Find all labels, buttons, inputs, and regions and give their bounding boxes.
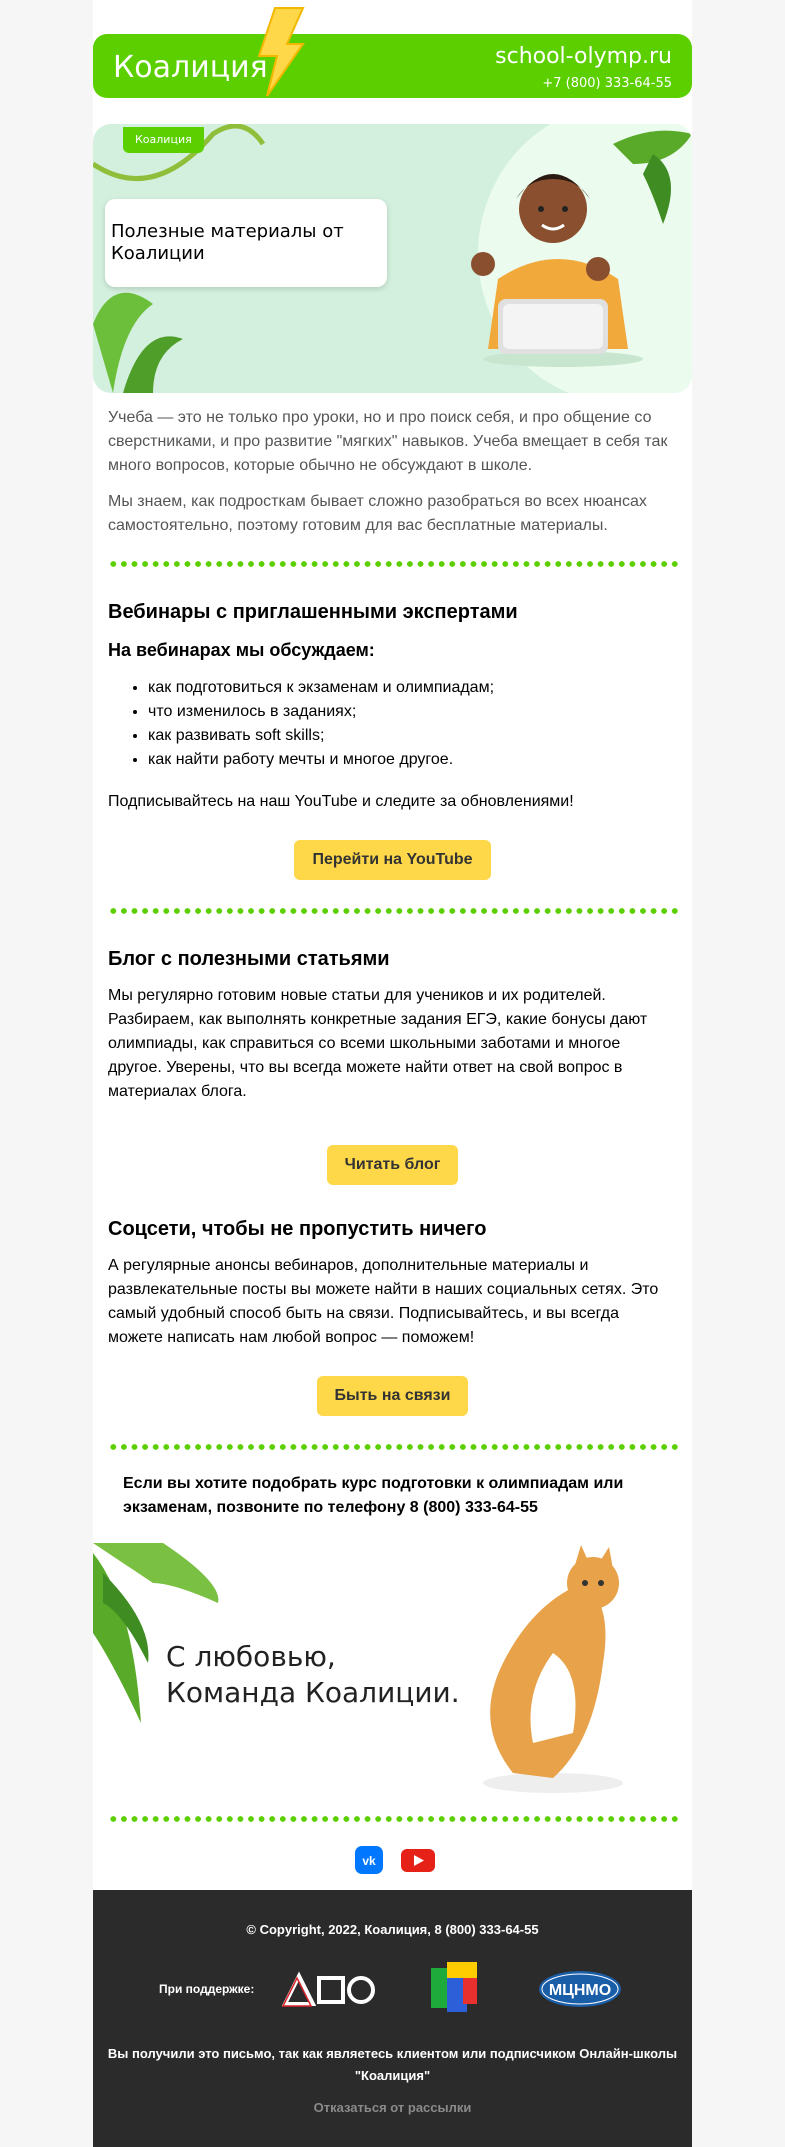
footer-copyright: © Copyright, 2022, Коалиция, 8 (800) 333-64-55 [246,1922,539,1937]
divider-dots [108,561,678,567]
hero-banner [93,124,692,393]
webinars-list [108,676,494,772]
youtube-button[interactable]: Перейти на YouTube [294,840,491,880]
header-bar [93,34,692,98]
list-item: • что изменилось в заданиях; [148,700,494,724]
lightning-icon [253,6,307,98]
signature-line-1: С любовью, [166,1640,336,1673]
socials-text: А регулярные анонсы вебинаров, дополнительные материалы и развлекательные посты вы можете найти в наших социальных сетях. Это самый удобный способ быть на связи. Подписывайтесь, и вы всегда можете написать нам любой вопрос — поможем! [108,1257,659,1346]
webinars-title: Вебинары с приглашенными экспертами [108,601,518,623]
stay-connected-button[interactable]: Быть на связи [317,1376,468,1416]
mcnmo-logo[interactable] [538,1970,622,2008]
svg-text:vk: vk [362,1854,376,1868]
hero-title: Полезные материалы от Коалиции [111,221,344,264]
socials-title: Соцсети, чтобы не пропустить ничего [108,1218,487,1240]
divider-dots [108,1444,678,1450]
list-item: • как развивать soft skills; [148,724,494,748]
svg-text:МЦНМО: МЦНМО [548,1982,612,1999]
colored-cube-logo[interactable] [427,1958,483,2014]
signature-line-2: Команда Коалиции. [166,1676,460,1709]
intro-paragraph-2: Мы знаем, как подросткам бывает сложно разобраться во всех нюансах самостоятельно, поэтому готовим для вас бесплатные материалы. [108,493,647,534]
signature-decoration [93,1543,692,1803]
footer-support-label: При поддержке: [159,1982,255,1996]
brand-logo[interactable]: Коалиция [113,50,268,85]
email-container [93,0,692,2147]
girl-laptop-illustration [458,149,648,369]
youtube-icon[interactable] [401,1849,435,1872]
hero-card [105,199,387,287]
cta-text: Если вы хотите подобрать курс подготовки к олимпиадам или экзаменам, позвоните по телефону 8 (800) 333-64-55 [123,1475,624,1516]
header-phone[interactable]: +7 (800) 333-64-55 [542,76,672,91]
dpo-logo[interactable] [281,1970,377,2008]
vk-icon[interactable] [355,1846,383,1874]
webinars-note: Подписывайтесь на наш YouTube и следите за обновлениями! [108,793,574,810]
unsubscribe-link[interactable]: Отказаться от рассылки [313,2100,472,2115]
webinars-subtitle: На вебинарах мы обсуждаем: [108,640,375,660]
read-blog-button[interactable]: Читать блог [327,1145,458,1185]
site-link[interactable]: school-olymp.ru [495,44,672,69]
footer-notice: Вы получили это письмо, так как являетесь клиентом или подписчиком Онлайн-школы "Коалиция" [107,2046,678,2083]
intro-paragraph-1: Учеба — это не только про уроки, но и про поиск себя, и про общение со сверстниками, и про развитие "мягких" навыков. Учеба вмещает в себя так много вопросов, которые обычно не обсуждают в школе. [108,409,668,474]
list-item: • как подготовиться к экзаменам и олимпиадам; [148,676,494,700]
blog-title: Блог с полезными статьями [108,948,390,970]
list-item: • как найти работу мечты и многое другое. [148,748,494,772]
footer [93,1890,692,2147]
divider-dots [108,1816,678,1822]
hero-badge: Коалиция [123,127,204,153]
divider-dots [108,908,678,914]
blog-text: Мы регулярно готовим новые статьи для учеников и их родителей. Разбираем, как выполнять конкретные задания ЕГЭ, какие бонусы дают олимпиады, как справиться со всеми школьными заботами и многое другое. Уверены, что вы всегда можете найти ответ на свой вопрос в материалах блога. [108,987,648,1100]
